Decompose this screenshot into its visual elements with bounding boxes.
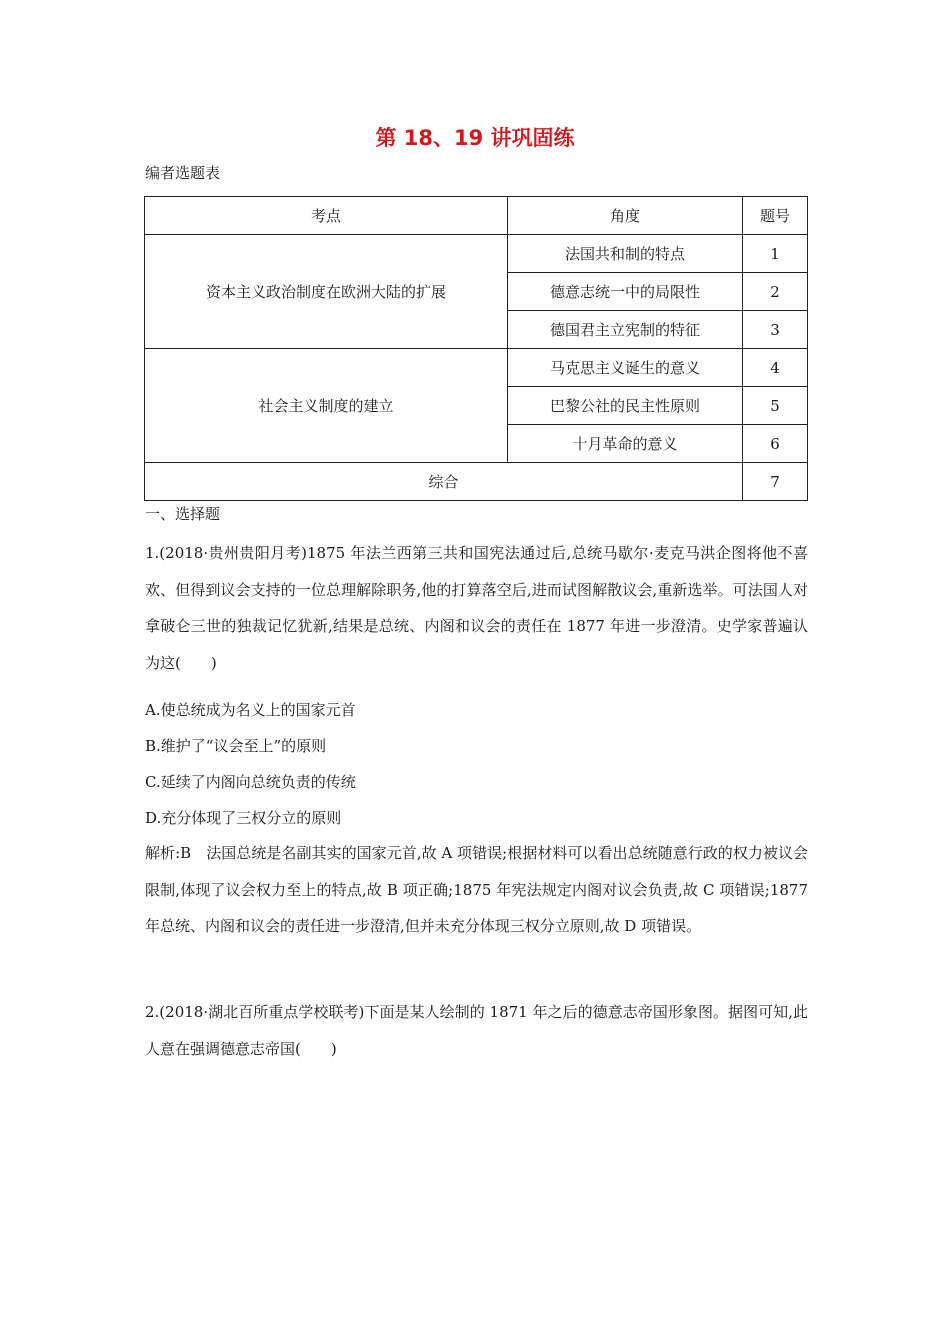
angle-cell: 十月革命的意义 [508,425,743,463]
question-1-analysis: 解析:B 法国总统是名副其实的国家元首,故 A 项错误;根据材料可以看出总统随意行政的权力被议会限制,体现了议会权力至上的特点,故 B 项正确;1875 年宪法规定内阁对议会负责,故 C 项错误;1877 年总统、内阁和议会的责任进一步澄清,但并未充分体现三权分立原则,故 D 项错误。 [145,844,808,935]
angle-cell: 巴黎公社的民主性原则 [508,387,743,425]
question-1-option-d: D.充分体现了三权分立的原则 [145,809,342,827]
angle-cell: 马克思主义诞生的意义 [508,349,743,387]
number-cell: 4 [743,349,808,387]
topic-cell: 资本主义政治制度在欧洲大陆的扩展 [145,235,508,349]
topic-cell: 社会主义制度的建立 [145,349,508,463]
page-title: 第 18、19 讲巩固练 [375,126,575,150]
angle-cell: 德意志统一中的局限性 [508,273,743,311]
question-1-option-b: B.维护了“议会至上”的原则 [145,737,327,755]
question-1-option-c: C.延续了内阁向总统负责的传统 [145,773,356,791]
number-cell: 5 [743,387,808,425]
table-header-row [145,197,808,235]
number-cell: 1 [743,235,808,273]
question-selection-table [144,196,808,501]
angle-cell: 德国君主立宪制的特征 [508,311,743,349]
table-summary-row [145,463,808,501]
question-1-stem: 1.(2018·贵州贵阳月考)1875 年法兰西第三共和国宪法通过后,总统马歇尔·麦克马洪企图将他不喜欢、但得到议会支持的一位总理解除职务,他的打算落空后,进而试图解散议会,重新选举。可法国人对拿破仑三世的独裁记忆犹新,结果是总统、内阁和议会的责任在 1877 年进一步澄清。史学家普遍认为这( ) [145,544,808,672]
number-cell: 2 [743,273,808,311]
table-row [145,235,808,273]
summary-number-cell: 7 [743,463,808,501]
question-2-stem: 2.(2018·湖北百所重点学校联考)下面是某人绘制的 1871 年之后的德意志帝国形象图。据图可知,此人意在强调德意志帝国( ) [145,1003,808,1058]
header-topic: 考点 [145,197,508,235]
section-heading: 一、选择题 [145,505,221,523]
header-angle: 角度 [508,197,743,235]
table-caption: 编者选题表 [145,164,221,182]
number-cell: 6 [743,425,808,463]
table-row [145,349,808,387]
number-cell: 3 [743,311,808,349]
summary-label-cell: 综合 [145,463,743,501]
header-number: 题号 [743,197,808,235]
question-1-option-a: A.使总统成为名义上的国家元首 [145,701,356,719]
angle-cell: 法国共和制的特点 [508,235,743,273]
